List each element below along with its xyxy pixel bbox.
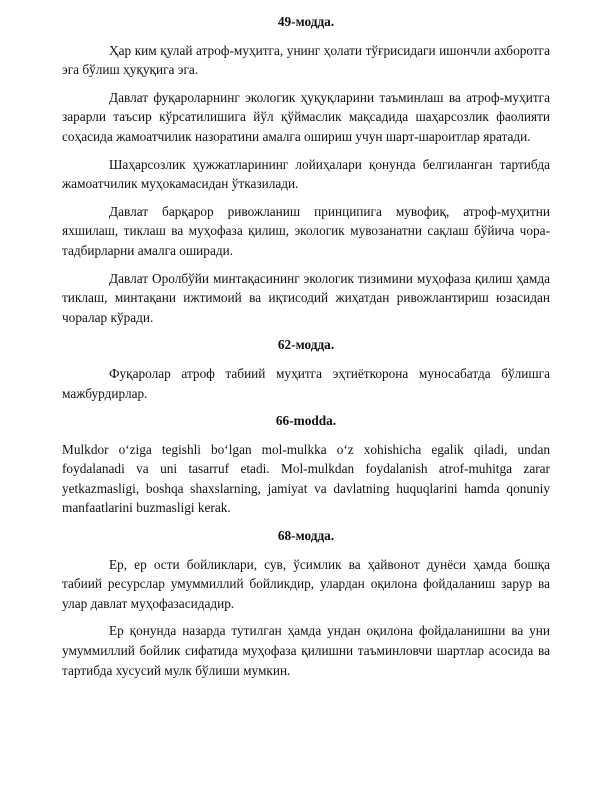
article-paragraph: Давлат барқарор ривожланиш принципига мувофиқ, атроф-муҳитни яхшилаш, тиклаш ва муҳофаза қилиш, экологик мувозанатни сақлаш бўйича чора-тадбирларни амалга оширади. bbox=[62, 203, 550, 258]
article-paragraph: Давлат фуқароларнинг экологик ҳуқуқларини таъминлаш ва атроф-муҳитга зарарли таъсир кўрсатилишига йўл қўймаслик мақсадида шаҳарсозлик фаолияти соҳасида жамоатчилик назоратини амалга ошириш учун шарт-шароитлар яратади. bbox=[62, 89, 550, 144]
article-66 bbox=[62, 411, 550, 518]
article-heading: 68-модда. bbox=[277, 528, 335, 544]
article-paragraph: Ҳар ким қулай атроф-муҳитга, унинг ҳолати тўғрисидаги ишончли ахборотга эга бўлиш ҳуқуқига эга. bbox=[62, 42, 550, 78]
article-paragraph: Ер, ер ости бойликлари, сув, ўсимлик ва ҳайвонот дунёси ҳамда бошқа табиий ресурслар умуммиллий бойликдир, улардан оқилона фойдаланиш зарур ва улар давлат муҳофазасидадир. bbox=[62, 556, 550, 611]
article-heading: 66-modda. bbox=[275, 413, 337, 429]
article-49 bbox=[62, 12, 550, 327]
article-heading: 49-модда. bbox=[277, 14, 335, 29]
article-paragraph: Фуқаролар атроф табиий муҳитга эҳтиёткорона муносабатда бўлишга мажбурдирлар. bbox=[62, 365, 550, 401]
article-68 bbox=[62, 526, 550, 680]
article-paragraph: Давлат Оролбўйи минтақасининг экологик тизимини муҳофаза қилиш ҳамда тиклаш, минтақани ижтимоий ва иқтисодий жиҳатдан ривожлантириш юзасидан чоралар кўради. bbox=[62, 270, 550, 325]
article-heading: 62-модда. bbox=[277, 337, 335, 353]
article-paragraph: Mulkdor oʻziga tegishli boʻlgan mol-mulkka oʻz xohishicha egalik qiladi, undan foydalanadi va uni tasarruf etadi. Mol-mulkdan foydalanish atrof-muhitga zarar yetkazmasligi, boshqa shaxslarning, jamiyat va davlatning huquqlarini hamda qonuniy manfaatlarini buzmasligi kerak. bbox=[62, 441, 550, 516]
article-62 bbox=[62, 335, 550, 403]
document-page bbox=[62, 12, 550, 688]
article-paragraph: Шаҳарсозлик ҳужжатларининг лойиҳалари қонунда белгиланган тартибда жамоатчилик муҳокамасидан ўтказилади. bbox=[62, 156, 550, 192]
article-paragraph: Ер қонунда назарда тутилган ҳамда ундан оқилона фойдаланишни ва уни умуммиллий бойлик сифатида муҳофаза қилишни таъминловчи шартлар асосида ва тартибда хусусий мулк бўлиши мумкин. bbox=[62, 623, 550, 678]
